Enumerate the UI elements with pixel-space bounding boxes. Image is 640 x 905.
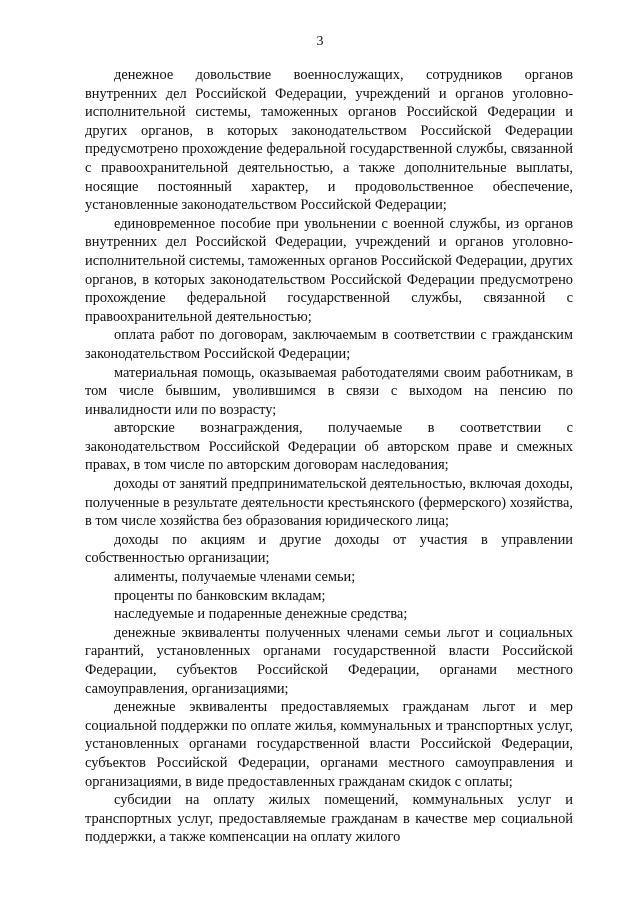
page-number: 3 bbox=[316, 34, 324, 49]
paragraph-10: наследуемые и подаренные денежные средства; bbox=[114, 606, 408, 623]
paragraph-13: субсидии на оплату жилых помещений, коммунальных услуг и транспортных услуг, предоставляемые гражданам в качестве мер социальной поддержки, а также компенсации на оплату жилого bbox=[85, 792, 573, 846]
document-body bbox=[85, 66, 573, 847]
paragraph-9: проценты по банковским вкладам; bbox=[114, 587, 326, 604]
paragraph-12: денежные эквиваленты предоставляемых гражданам льгот и мер социальной поддержки по оплате жилья, коммунальных и транспортных услуг, установленных органами государственной власти Российской Федерации, субъектов Российской Федерации, органами местного самоуправления и организациями, в виде предоставленных гражданам скидок с оплаты; bbox=[85, 699, 573, 790]
paragraph-7: доходы по акциям и другие доходы от участия в управлении собственностью организации; bbox=[85, 531, 573, 567]
paragraph-8: алименты, получаемые членами семьи; bbox=[114, 569, 356, 586]
paragraph-6: доходы от занятий предпринимательской деятельностью, включая доходы, полученные в результате деятельности крестьянского (фермерского) хозяйства, в том числе хозяйства без образования юридического лица; bbox=[85, 476, 573, 530]
paragraph-3: оплата работ по договорам, заключаемым в соответствии с гражданским законодательством Российской Федерации; bbox=[85, 327, 573, 362]
paragraph-11: денежные эквиваленты полученных членами семьи льгот и социальных гарантий, установленных органами государственной власти Российской Федерации, субъектов Российской Федерации, органами местного самоуправления, организациями; bbox=[85, 624, 573, 697]
paragraph-5: авторские вознаграждения, получаемые в соответствии с законодательством Российской Федерации об авторском праве и смежных правах, в том числе по авторским договорам наследования; bbox=[85, 420, 573, 474]
paragraph-1: денежное довольствие военнослужащих, сотрудников органов внутренних дел Российской Федерации, учреждений и органов уголовно-исполнительной системы, таможенных органов Российской Федерации и других органов, в которых законодательством Российской Федерации предусмотрено прохождение федеральной государственной службы, связанной с правоохранительной деятельностью, а также дополнительные выплаты, носящие постоянный характер, и продовольственное обеспечение, установленные законодательством Российской Федерации; bbox=[85, 67, 573, 214]
paragraph-2: единовременное пособие при увольнении с военной службы, из органов внутренних дел Российской Федерации, учреждений и органов уголовно-исполнительной системы, таможенных органов Российской Федерации, других органов, в которых законодательством Российской Федерации предусмотрено прохождение федеральной государственной службы, связанной с правоохранительной деятельностью; bbox=[85, 215, 573, 325]
paragraph-4: материальная помощь, оказываемая работодателями своим работникам, в том числе бывшим, уволившимся в связи с выходом на пенсию по инвалидности или по возрасту; bbox=[85, 364, 573, 418]
